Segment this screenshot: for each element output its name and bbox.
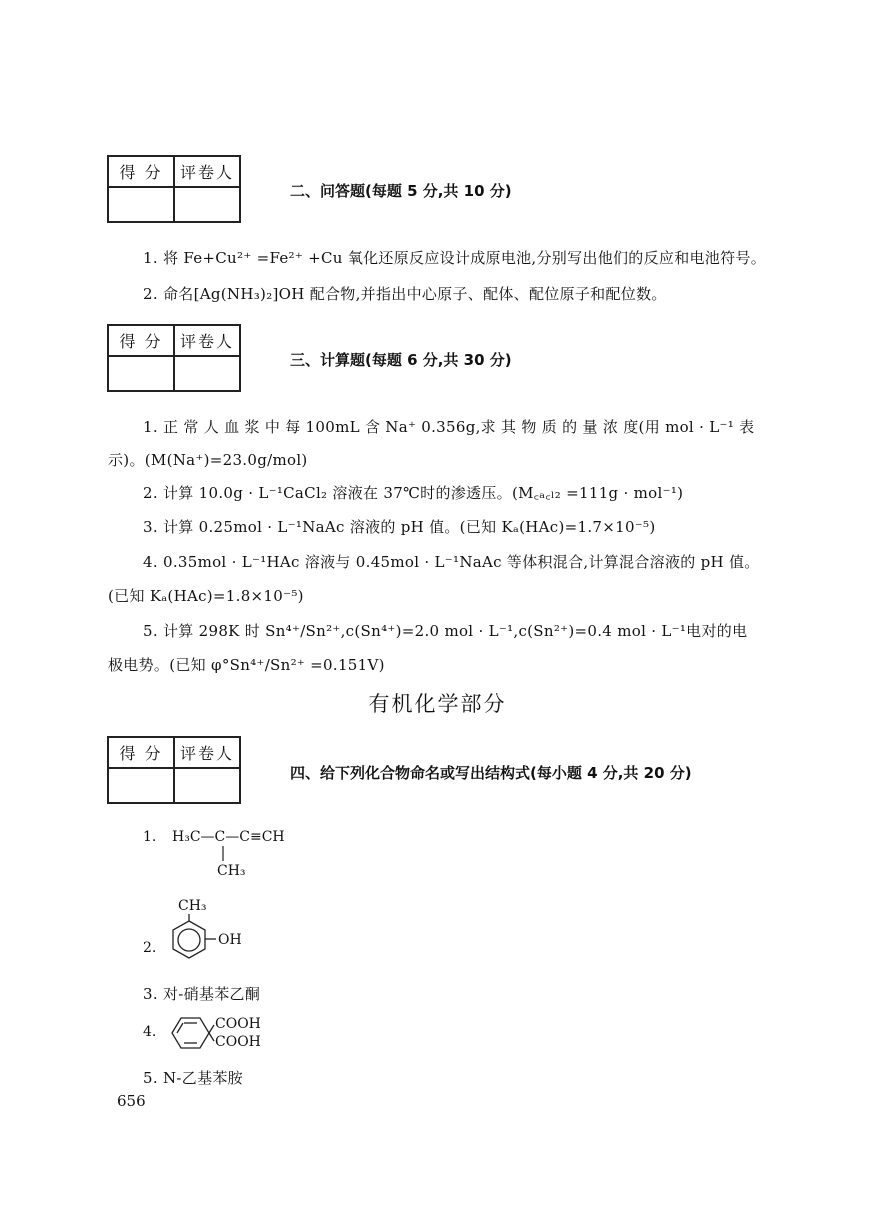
benzene-ring-icon [173,914,216,958]
benzene-ring-icon [172,1018,214,1048]
score-label: 得 分 [108,325,174,356]
item-4-number: 4. [143,1024,157,1040]
page-number: 656 [117,1092,146,1110]
item-5: 5. N-乙基苯胺 [143,1069,243,1087]
question-3-3: 3. 计算 0.25mol · L⁻¹NaAc 溶液的 pH 值。(已知 Kₐ(HAc)=1.7×10⁻⁵) [143,518,656,536]
question-3-4a: 4. 0.35mol · L⁻¹HAc 溶液与 0.45mol · L⁻¹NaAc 等体积混合,计算混合溶液的 pH 值。 [143,553,760,571]
question-2-1: 1. 将 Fe+Cu²⁺ =Fe²⁺ +Cu 氧化还原反应设计成原电池,分别写出他们的反应和电池符号。 [143,249,766,267]
item-2-hydroxyl: OH [218,932,242,948]
question-3-5b: 极电势。(已知 φ°Sn⁴⁺/Sn²⁺ =0.151V) [108,656,385,674]
section-2-title: 二、问答题(每题 5 分,共 10 分) [290,182,512,200]
item-1-branch: CH₃ [217,863,246,879]
question-2-2: 2. 命名[Ag(NH₃)₂]OH 配合物,并指出中心原子、配体、配位原子和配位数。 [143,285,667,303]
item-2-number: 2. [143,940,157,956]
grader-label: 评卷人 [174,325,240,356]
item-1-formula: H₃C—C—C≡CH [172,829,285,845]
question-3-2: 2. 计算 10.0g · L⁻¹CaCl₂ 溶液在 37℃时的渗透压。(M꜀ₐ꜀ₗ₂ =111g · mol⁻¹) [143,484,684,502]
grader-label: 评卷人 [174,156,240,187]
score-label: 得 分 [108,156,174,187]
question-3-1b: 示)。(M(Na⁺)=23.0g/mol) [108,451,308,469]
item-4-cooh-bottom: COOH [215,1034,261,1050]
item-1-number: 1. [143,829,157,845]
grader-label: 评卷人 [174,737,240,768]
item-4-cooh-top: COOH [215,1016,261,1032]
score-label: 得 分 [108,737,174,768]
item-3: 3. 对-硝基苯乙酮 [143,985,261,1003]
section-3-title: 三、计算题(每题 6 分,共 30 分) [290,351,512,369]
question-3-4b: (已知 Kₐ(HAc)=1.8×10⁻⁵) [108,587,304,605]
section-4-title: 四、给下列化合物命名或写出结构式(每小题 4 分,共 20 分) [290,764,692,782]
question-3-5a: 5. 计算 298K 时 Sn⁴⁺/Sn²⁺,c(Sn⁴⁺)=2.0 mol · L⁻¹,c(Sn²⁺)=0.4 mol · L⁻¹电对的电 [143,622,748,640]
part-title: 有机化学部分 [368,692,507,716]
question-3-1a: 1. 正 常 人 血 浆 中 每 100mL 含 Na⁺ 0.356g,求 其 物 质 的 量 浓 度(用 mol · L⁻¹ 表 [143,418,755,436]
item-2-methyl: CH₃ [178,898,207,914]
